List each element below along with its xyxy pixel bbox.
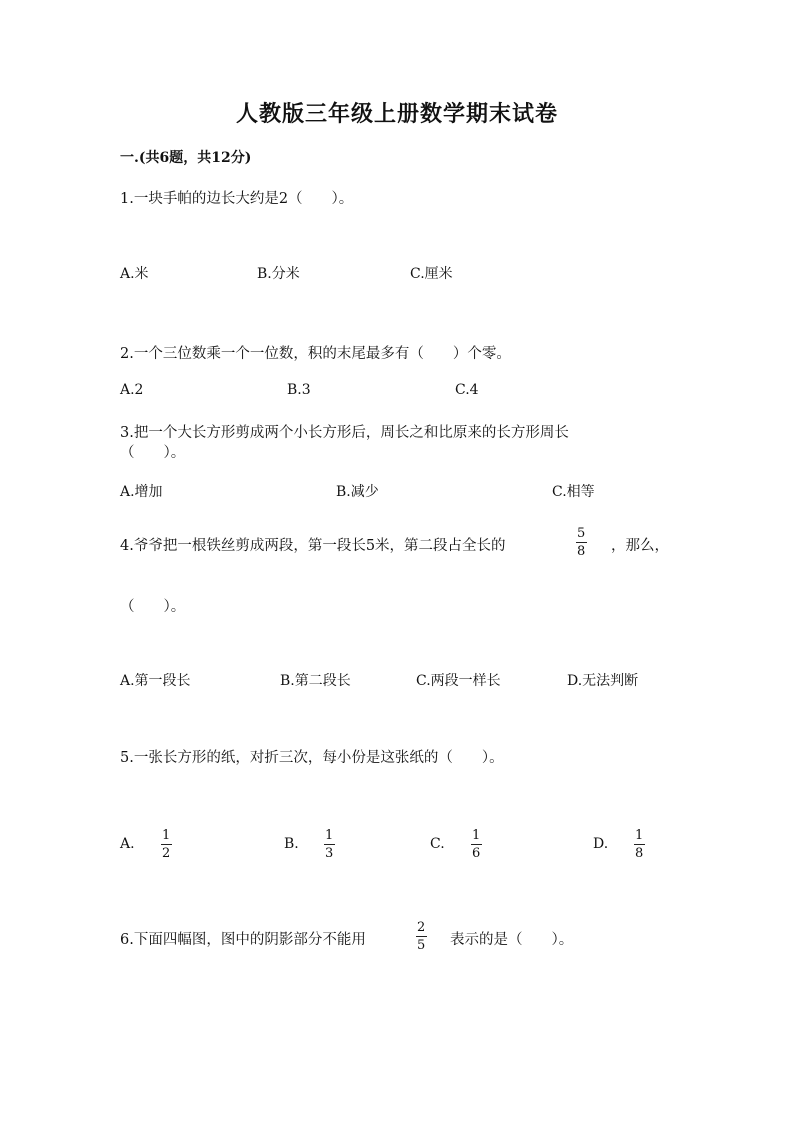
question-5-option-a-fraction[interactable] — [160, 829, 172, 861]
question-3-text-line1: 3.把一个大长方形剪成两个小长方形后，周长之和比原来的长方形周长 — [120, 425, 569, 441]
section-heading: 一.(共6题，共12分) — [120, 150, 252, 166]
question-4-option-b[interactable]: B.第二段长 — [280, 673, 351, 689]
question-3-option-b[interactable]: B.减少 — [336, 484, 379, 500]
question-4-text-before: 4.爷爷把一根铁丝剪成两段，第一段长5米，第二段占全长的 — [120, 538, 506, 554]
question-4-text-after: ，那么， — [611, 538, 669, 554]
question-6-fraction — [415, 921, 427, 953]
question-6-text-after: 表示的是（ ）。 — [450, 932, 574, 948]
fraction-denominator: 3 — [325, 846, 334, 861]
question-5-option-c-label[interactable]: C. — [430, 836, 445, 852]
question-5-option-b-label[interactable]: B. — [284, 836, 299, 852]
fraction-bar — [634, 844, 645, 845]
fraction-numerator: 1 — [635, 828, 644, 843]
question-5-option-c-fraction[interactable] — [470, 829, 482, 861]
question-5-option-b-fraction[interactable] — [323, 829, 335, 861]
question-3-option-c[interactable]: C.相等 — [552, 484, 595, 500]
question-4-option-a[interactable]: A.第一段长 — [120, 673, 191, 689]
fraction-bar — [576, 542, 587, 543]
page-title: 人教版三年级上册数学期末试卷 — [235, 101, 558, 127]
question-4-option-d[interactable]: D.无法判断 — [567, 673, 639, 689]
question-1-option-c[interactable]: C.厘米 — [410, 266, 453, 282]
question-5-text: 5.一张长方形的纸，对折三次，每小份是这张纸的（ ）。 — [120, 750, 504, 766]
fraction-denominator: 8 — [635, 846, 644, 861]
question-5-option-d-label[interactable]: D. — [593, 836, 609, 852]
fraction-numerator: 2 — [417, 920, 426, 935]
question-2-option-c[interactable]: C.4 — [455, 382, 479, 398]
fraction-bar — [471, 844, 482, 845]
fraction-denominator: 5 — [417, 938, 426, 953]
fraction-numerator: 1 — [325, 828, 334, 843]
fraction-bar — [161, 844, 172, 845]
question-6-text-before: 6.下面四幅图，图中的阴影部分不能用 — [120, 932, 366, 948]
fraction-numerator: 5 — [577, 526, 586, 541]
question-3-text-line2: （ ）。 — [120, 445, 186, 461]
question-2-option-b[interactable]: B.3 — [287, 382, 311, 398]
question-1-text: 1.一块手帕的边长大约是2（ ）。 — [120, 191, 354, 207]
fraction-bar — [324, 844, 335, 845]
fraction-numerator: 1 — [472, 828, 481, 843]
fraction-denominator: 8 — [577, 544, 586, 559]
question-3-option-a[interactable]: A.增加 — [120, 484, 163, 500]
question-5-option-d-fraction[interactable] — [633, 829, 645, 861]
question-1-option-b[interactable]: B.分米 — [257, 266, 300, 282]
question-5-option-a-label[interactable]: A. — [120, 836, 135, 852]
fraction-numerator: 1 — [162, 828, 171, 843]
question-4-option-c[interactable]: C.两段一样长 — [416, 673, 501, 689]
question-1-option-a[interactable]: A.米 — [120, 266, 149, 282]
question-4-fraction — [575, 527, 587, 559]
fraction-denominator: 2 — [162, 846, 171, 861]
question-2-option-a[interactable]: A.2 — [120, 382, 144, 398]
fraction-denominator: 6 — [472, 846, 481, 861]
question-4-text-line2: （ ）。 — [120, 599, 186, 615]
question-2-text: 2.一个三位数乘一个一位数，积的末尾最多有（ ）个零。 — [120, 346, 511, 362]
fraction-bar — [416, 936, 427, 937]
